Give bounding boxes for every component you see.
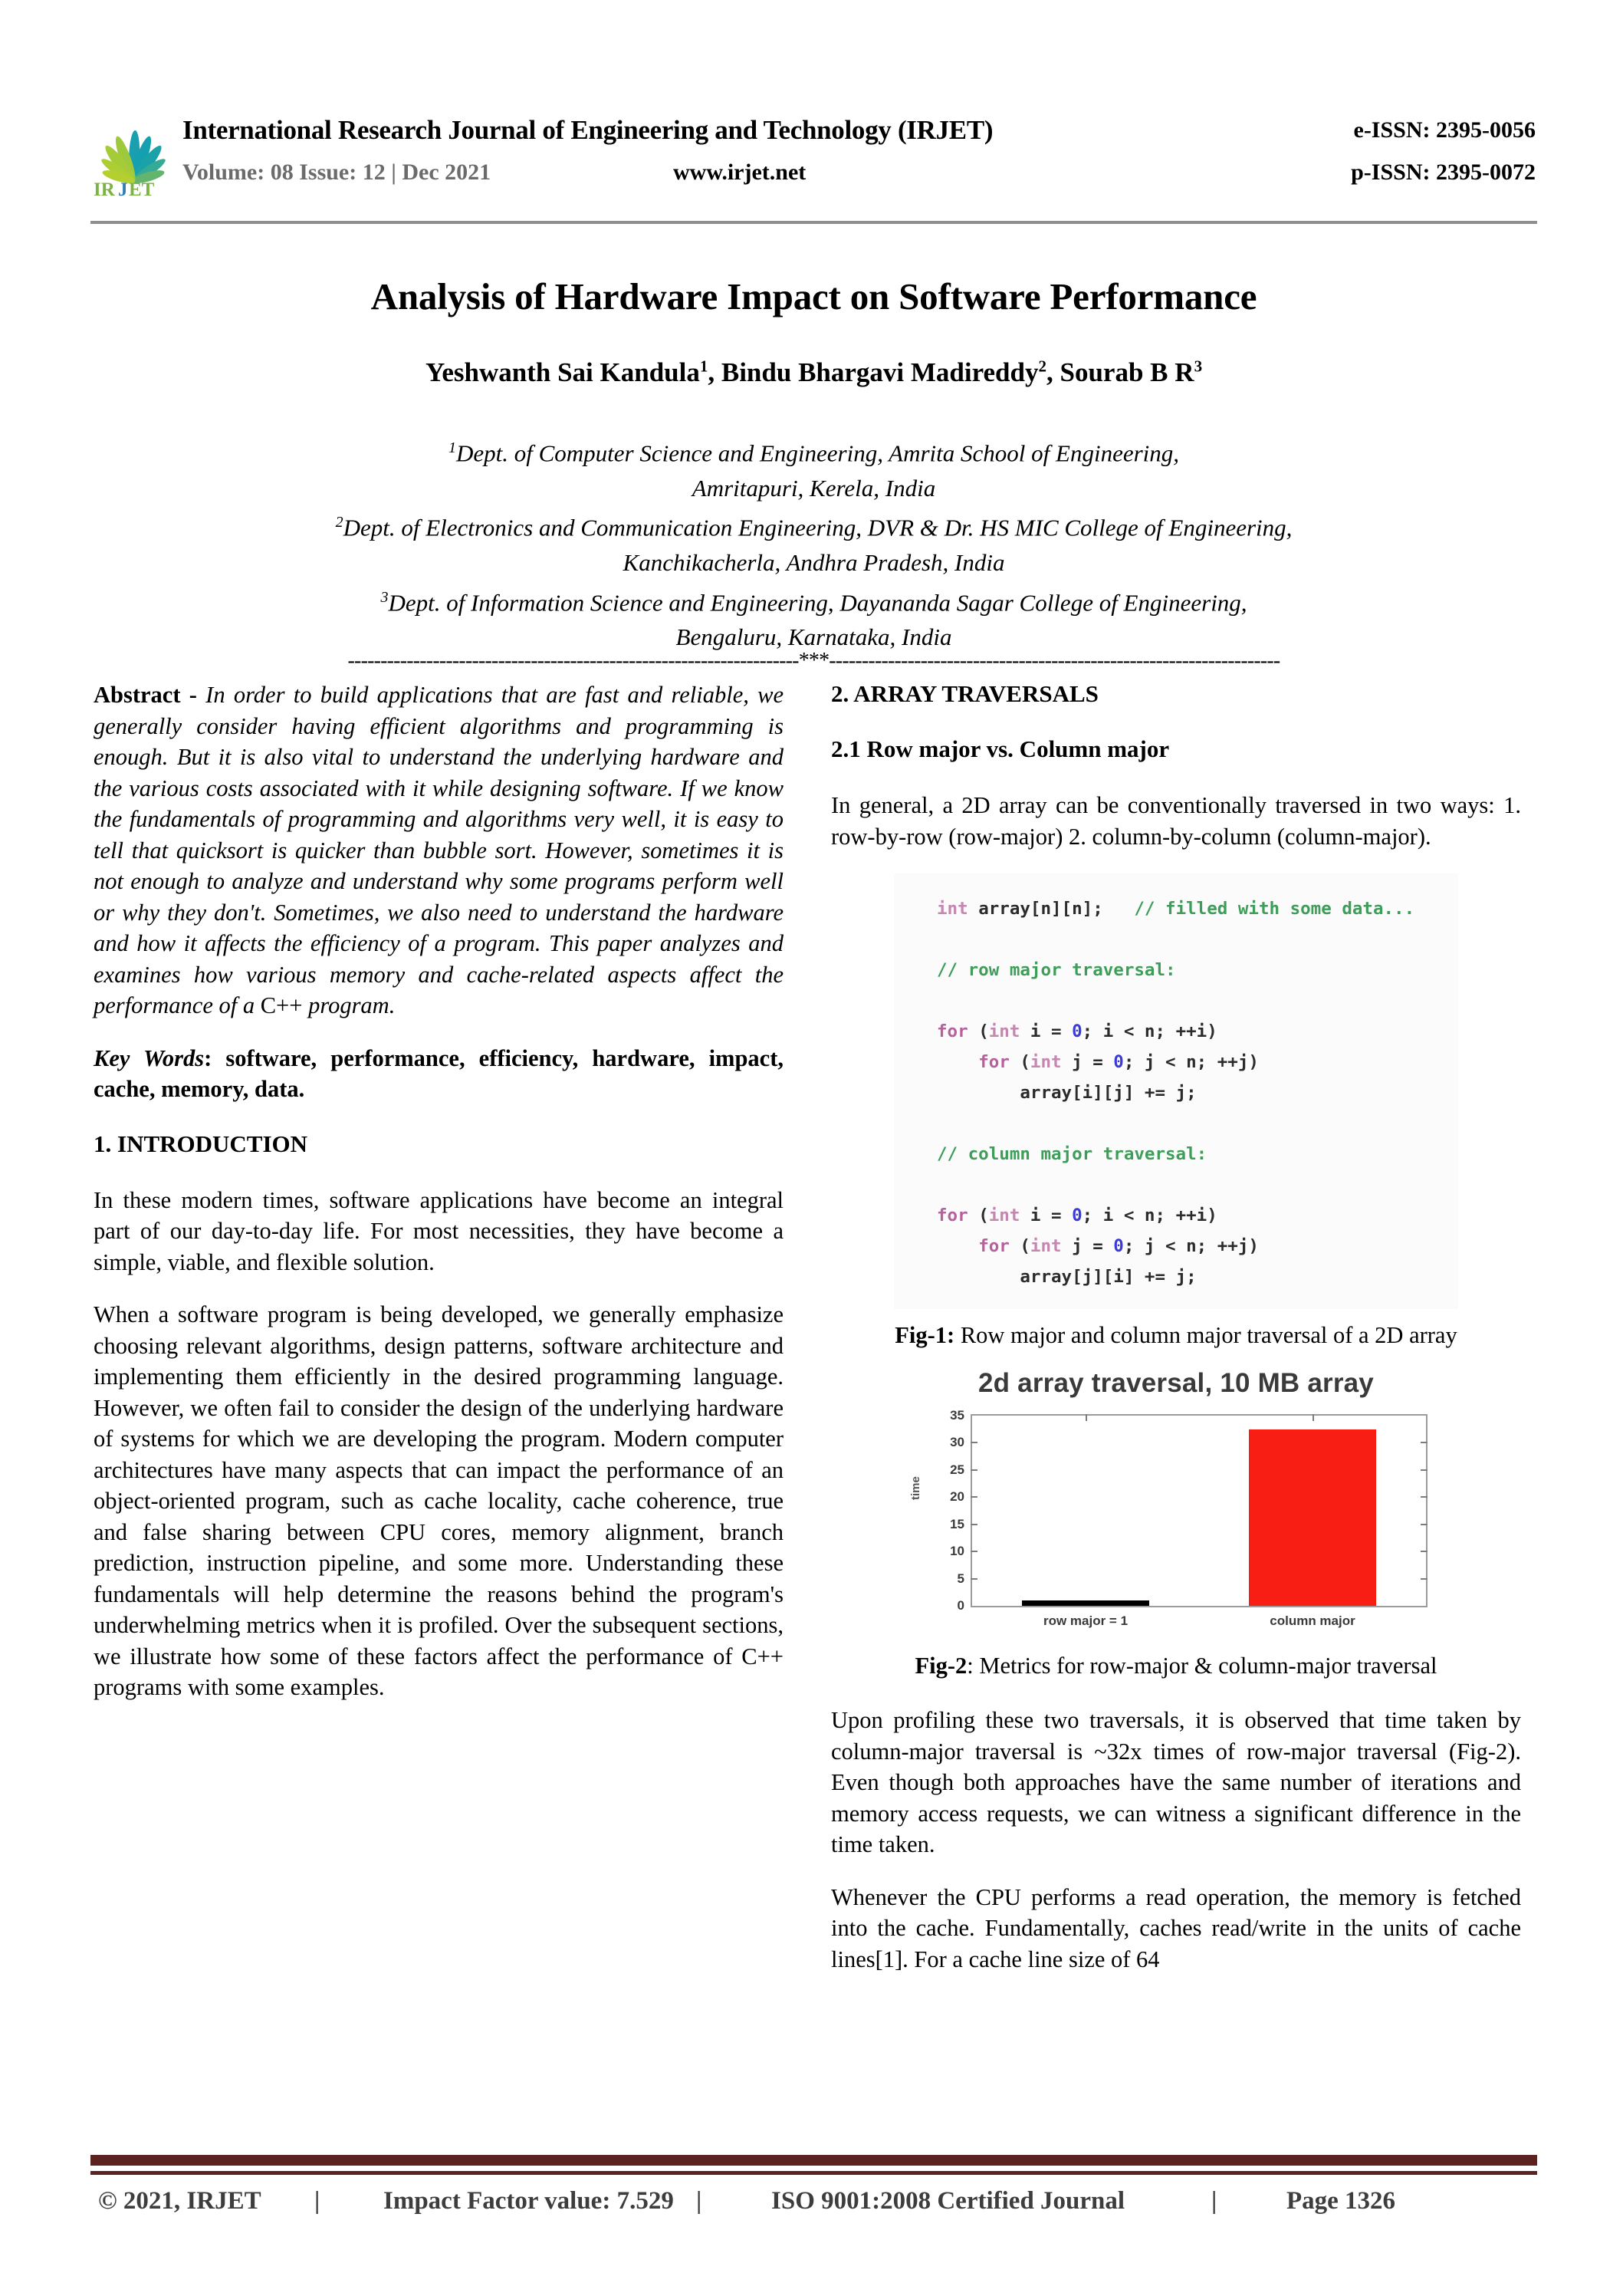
affiliation-line: Amritapuri, Kerela, India [692, 474, 936, 502]
bar-chart [908, 1410, 1444, 1640]
abstract-text-tail: program. [302, 992, 396, 1018]
chart-x-tick-label: column major [1270, 1613, 1355, 1628]
section-heading-introduction: 1. INTRODUCTION [94, 1130, 308, 1157]
chart-y-tick-mark [971, 1469, 977, 1471]
code-token: ( [978, 1206, 989, 1225]
left-column [94, 679, 784, 1725]
code-token: int [937, 899, 979, 919]
code-token: 0 [1072, 1021, 1083, 1041]
figure-2-caption-text: : Metrics for row-major & column-major traversal [967, 1653, 1437, 1679]
code-token: j = [1072, 1236, 1114, 1256]
code-token: int [1030, 1052, 1073, 1072]
journal-masthead [90, 113, 1536, 198]
header-divider [90, 221, 1537, 224]
code-snippet [894, 893, 1458, 1292]
page-footer [90, 2187, 1537, 2230]
chart-x-tick-mark [1086, 1414, 1087, 1421]
figure-1-caption [831, 1320, 1521, 1351]
chart-y-tick-label: 0 [957, 1598, 964, 1613]
author-1: Yeshwanth Sai Kandula$^1$ [425, 357, 708, 387]
affil-marker-1: 1 [448, 439, 456, 456]
chart-y-tick-label: 25 [950, 1462, 964, 1477]
abstract-cpp-token: C++ [260, 992, 303, 1018]
chart-x-tick-label: row major = 1 [1043, 1613, 1129, 1628]
right-paragraph-3: Whenever the CPU performs a read operation, the memory is fetched into the cache. Fundamentally, caches read/write in the units of cache lines[1]. For a cache line size of 64 [831, 1883, 1521, 1972]
abstract-paragraph [94, 679, 784, 1021]
chart-y-tick-mark [1421, 1442, 1428, 1443]
chart-bar [1022, 1600, 1149, 1606]
p-issn: p-ISSN: 2395-0072 [1351, 160, 1536, 185]
abstract-text: In order to build applications that are fast and reliable, we generally consider having efficient algorithms and programming is enough. But it is also vital to understand the underlying hardware and the various costs associated with it while designing software. If we know the fundamentals of programming and algorithms very well, it is easy to tell that quicksort is quicker than bubble sort. However, sometimes it is not enough to analyze and understand why some programs perform well or why they don't. Sometimes, we also need to understand the hardware and how it affects the efficiency of a program. This paper analyzes and examines how various memory and cache-related aspects affect the performance of a [94, 682, 784, 1018]
section-heading-array-traversals: 2. ARRAY TRAVERSALS [831, 680, 1099, 707]
code-token: j = [1072, 1052, 1114, 1072]
author-3-affil-marker: 3 [1194, 357, 1203, 375]
journal-website-link[interactable]: www.irjet.net [673, 160, 807, 185]
figure-2 [831, 1368, 1521, 1640]
author-separator-2: , [1046, 357, 1060, 387]
masthead-text [182, 113, 1536, 199]
keywords-text: : software, performance, efficiency, hardware, impact, cache, memory, data. [94, 1044, 784, 1102]
figure-2-caption [831, 1650, 1521, 1682]
footer-copyright: © 2021, IRJET [98, 2187, 261, 2215]
code-snippet-card [894, 873, 1458, 1309]
section-separator: ---------------------------------------------------------------------***--------------------------------------------------------------------- [347, 650, 1280, 672]
subsection-heading-row-vs-column: 2.1 Row major vs. Column major [831, 735, 1170, 762]
code-token: i = [1030, 1021, 1073, 1041]
code-token: ( [1020, 1052, 1030, 1072]
figure-1-caption-text: Row major and column major traversal of a 2D array [954, 1322, 1457, 1348]
chart-y-tick-mark [1421, 1551, 1428, 1552]
chart-y-tick-mark [971, 1496, 977, 1498]
author-2-affil-marker: 2 [1038, 357, 1046, 375]
svg-text:J: J [118, 179, 128, 199]
intro-paragraph-1: In these modern times, software applications have become an integral part of our day-to-day life. For most necessities, they have become a simple, viable, and flexible solution. [94, 1186, 784, 1275]
keywords-paragraph [94, 1043, 784, 1105]
code-token: int [988, 1206, 1030, 1225]
affiliation-line: $^3$Dept. of Information Science and Engineering, Dayananda Sagar College of Engineering, [380, 588, 1247, 616]
chart-x-tick-mark [1313, 1414, 1314, 1421]
footer-iso-certification: ISO 9001:2008 Certified Journal [771, 2187, 1125, 2215]
author-2: Bindu Bhargavi Madireddy$^2$ [721, 357, 1046, 387]
intro-paragraph-2: When a software program is being developed, we generally emphasize choosing relevant algorithms, design patterns, software architecture and implementing them efficiently in the desired programming language. However, we often fail to consider the design of the underlying hardware of systems for which we are developing the program. Modern computer architectures have many aspects that can impact the performance of an object-oriented program, such as cache locality, cache coherence, true and false sharing between CPU cores, memory alignment, branch prediction, instruction pipeline, and some more. Understanding these fundamentals will help determine the reasons behind the program's underwhelming metrics when it is profiled. Over the subsequent sections, we illustrate how some of these factors affect the performance of C++ programs with some examples. [94, 1301, 784, 1700]
code-token: ; j < n; ++j) [1123, 1236, 1259, 1256]
code-token: for [978, 1236, 1020, 1256]
chart-y-tick-mark [1421, 1496, 1428, 1498]
irjet-logo-icon [90, 113, 176, 199]
right-paragraph-2: Upon profiling these two traversals, it is observed that time taken by column-major traversal is ~32x times of row-major traversal (Fig-2). Even though both approaches have the same number of iterations and memory access requests, we can witness a significant difference in the time taken. [831, 1707, 1521, 1857]
code-token: // row major traversal: [937, 960, 1176, 980]
volume-issue: Volume: 08 Issue: 12 | Dec 2021 [182, 160, 491, 185]
masthead-row-2 [182, 156, 1536, 196]
code-token: array[n][n]; [978, 899, 1135, 919]
code-token: ; i < n; ++i) [1082, 1206, 1217, 1225]
code-token: ; i < n; ++i) [1082, 1021, 1217, 1041]
code-token: 0 [1072, 1206, 1083, 1225]
code-token: 0 [1113, 1236, 1124, 1256]
code-token: for [937, 1206, 979, 1225]
chart-y-tick-label: 35 [950, 1408, 964, 1423]
chart-y-tick-mark [971, 1551, 977, 1552]
affiliation-line: Bengaluru, Karnataka, India [675, 623, 952, 651]
figure-1 [831, 873, 1521, 1309]
affiliation-block [90, 431, 1537, 655]
chart-bar [1249, 1429, 1376, 1606]
page-title: Analysis of Hardware Impact on Software Performance [370, 275, 1257, 317]
svg-text:ET: ET [129, 179, 155, 199]
code-token: array[j][i] += j; [1020, 1267, 1197, 1287]
chart-y-tick-mark [971, 1442, 977, 1443]
footer-divider-thin [90, 2171, 1537, 2175]
code-token: ; j < n; ++j) [1123, 1052, 1259, 1072]
affiliation-line: $^1$Dept. of Computer Science and Engineering, Amrita School of Engineering, [448, 439, 1180, 467]
right-paragraph-1: In general, a 2D array can be conventionally traversed in two ways: 1. row-by-row (row-major) 2. column-by-column (column-major). [831, 792, 1521, 850]
keywords-label: Key Words [94, 1044, 205, 1071]
footer-impact-factor: Impact Factor value: 7.529 [383, 2187, 674, 2215]
abstract-label: Abstract - [94, 682, 197, 708]
code-token: 0 [1113, 1052, 1124, 1072]
affil-marker-2: 2 [335, 514, 343, 531]
code-token: int [988, 1021, 1030, 1041]
chart-y-tick-label: 30 [950, 1435, 964, 1450]
chart-title: 2d array traversal, 10 MB array [978, 1368, 1374, 1398]
code-token: array[i][j] += j; [1020, 1083, 1197, 1103]
footer-page-number: Page 1326 [1286, 2187, 1396, 2215]
author-separator-1: , [708, 357, 721, 387]
code-token: for [937, 1021, 979, 1041]
chart-y-tick-mark [1421, 1578, 1428, 1580]
author-3: Sourab B $R^3$ [1060, 357, 1203, 387]
e-issn: e-ISSN: 2395-0056 [1353, 117, 1536, 143]
chart-y-tick-mark [1421, 1524, 1428, 1525]
code-token: ( [1020, 1236, 1030, 1256]
code-token: // column major traversal: [937, 1144, 1207, 1164]
chart-y-tick-label: 5 [957, 1571, 964, 1586]
code-token: ( [978, 1021, 989, 1041]
footer-separator-2: | [696, 2187, 702, 2215]
author-list [90, 357, 1537, 388]
chart-y-axis-label: time [909, 1476, 922, 1500]
code-token: int [1030, 1236, 1073, 1256]
code-token: for [978, 1052, 1020, 1072]
figure-2-label: Fig-2 [915, 1653, 968, 1679]
chart-y-tick-label: 10 [950, 1544, 964, 1559]
author-1-affil-marker: 1 [699, 357, 708, 375]
chart-y-tick-mark [971, 1524, 977, 1525]
chart-y-tick-mark [971, 1578, 977, 1580]
journal-title: International Research Journal of Engineering and Technology (IRJET) [182, 115, 994, 145]
chart-y-tick-label: 15 [950, 1516, 964, 1531]
figure-1-label: Fig-1: [895, 1322, 955, 1348]
footer-separator-3: | [1211, 2187, 1217, 2215]
affiliation-line: Kanchikacherla, Andhra Pradesh, India [623, 549, 1005, 577]
affiliation-line: $^2$Dept. of Electronics and Communication Engineering, DVR & Dr. HS MIC College of Engineering, [335, 514, 1293, 541]
footer-divider-thick [90, 2155, 1537, 2166]
chart-y-tick-mark [1421, 1469, 1428, 1471]
chart-y-tick-label: 20 [950, 1489, 964, 1505]
masthead-row-1 [182, 115, 1536, 155]
svg-text:IR: IR [94, 179, 115, 199]
right-column [831, 679, 1521, 1996]
footer-separator-1: | [314, 2187, 320, 2215]
code-token: i = [1030, 1206, 1073, 1225]
code-token: // filled with some data... [1134, 899, 1415, 919]
affil-marker-3: 3 [380, 588, 389, 606]
